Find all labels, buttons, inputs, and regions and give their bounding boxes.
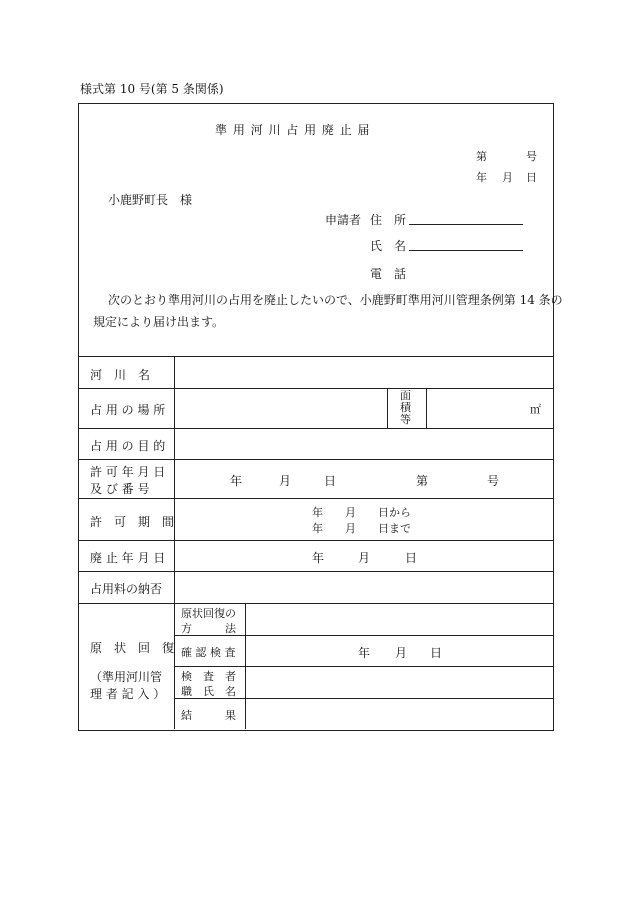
abolish-day: 日 <box>405 551 418 565</box>
inspection-year: 年 <box>358 646 371 660</box>
permit-no-prefix: 第 <box>416 474 429 488</box>
name-field[interactable] <box>409 250 523 251</box>
inspection-day: 日 <box>430 646 443 660</box>
fee-label: 占用料の納否 <box>90 582 163 596</box>
label-column-divider <box>174 356 175 729</box>
row-line <box>78 459 553 460</box>
inspection-month: 月 <box>395 646 408 660</box>
row-line <box>78 571 553 572</box>
row-line <box>78 388 553 389</box>
place-field[interactable] <box>176 390 386 427</box>
inspector-label-2: 職 氏 名 <box>181 685 236 698</box>
river-name-field[interactable] <box>176 358 551 387</box>
period-to: 年 月 日まで <box>312 522 411 535</box>
area-label-1: 面 <box>400 389 411 402</box>
body-text-line2: 規定により届け出ます。 <box>93 315 225 329</box>
inspector-field[interactable] <box>247 668 551 697</box>
inspection-label: 確 認 検 査 <box>181 646 236 659</box>
area-label-2: 積 <box>400 401 411 414</box>
date-month: 月 <box>502 171 513 184</box>
restore-note-1: （準用河川管 <box>90 670 163 684</box>
area-divider-left <box>387 388 388 428</box>
sublabel-column-divider <box>245 603 246 729</box>
permit-label-1: 許 可 年 月 日 <box>90 465 166 479</box>
area-label-3: 等 <box>400 413 411 426</box>
form-title: 準 用 河 川 占 用 廃 止 届 <box>215 123 371 137</box>
area-unit: ㎡ <box>530 403 541 416</box>
doc-number-suffix: 号 <box>526 150 537 163</box>
permit-month: 月 <box>279 474 292 488</box>
fee-field[interactable] <box>176 573 551 602</box>
restore-label: 原 状 回 復 <box>90 641 175 655</box>
permit-label-2: 及 び 番 号 <box>90 482 150 496</box>
river-name-label: 河 川 名 <box>90 368 151 382</box>
abolish-label: 廃 止 年 月 日 <box>90 551 166 565</box>
date-day: 日 <box>526 171 537 184</box>
period-label: 許 可 期 間 <box>90 515 175 529</box>
address-label: 住 所 <box>370 213 407 227</box>
inspector-label-1: 検 査 者 <box>181 670 236 683</box>
permit-day: 日 <box>324 474 337 488</box>
place-label: 占 用 の 場 所 <box>90 403 166 417</box>
body-text-line1: 次のとおり準用河川の占用を廃止したいので、小鹿野町準用河川管理条例第 14 条の <box>108 293 563 307</box>
abolish-month: 月 <box>358 551 371 565</box>
applicant-label: 申請者 <box>325 213 362 227</box>
permit-no-suffix: 号 <box>487 474 500 488</box>
permit-year: 年 <box>230 474 243 488</box>
purpose-field[interactable] <box>176 430 551 458</box>
row-line <box>78 540 553 541</box>
period-from: 年 月 日から <box>312 506 411 519</box>
abolish-year: 年 <box>312 551 325 565</box>
purpose-label: 占 用 の 目 的 <box>90 439 166 453</box>
area-divider-right <box>426 388 427 428</box>
row-line <box>78 428 553 429</box>
row-line <box>78 498 553 499</box>
row-line <box>174 666 553 667</box>
row-line <box>78 603 553 604</box>
date-year: 年 <box>476 171 487 184</box>
doc-number-prefix: 第 <box>476 150 487 163</box>
result-field[interactable] <box>247 700 551 728</box>
method-label-2: 方 法 <box>181 622 236 635</box>
phone-label: 電 話 <box>370 267 407 281</box>
method-label-1: 原状回復の <box>181 607 236 620</box>
restore-note-2: 理 者 記 入 ） <box>90 687 166 701</box>
method-field[interactable] <box>247 605 551 634</box>
form-number: 様式第 10 号(第 5 条関係) <box>80 82 224 96</box>
address-field[interactable] <box>409 224 523 225</box>
table-top-line <box>78 356 553 357</box>
addressee: 小鹿野町長 様 <box>108 193 193 207</box>
result-label: 結 果 <box>181 709 236 722</box>
name-label: 氏 名 <box>370 239 407 253</box>
